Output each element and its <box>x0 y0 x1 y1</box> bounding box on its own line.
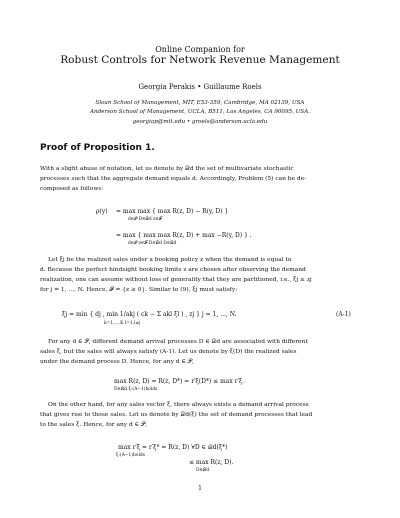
eq2-subscripts: D∈𝒟d ξ:(A−1)holds <box>114 387 158 392</box>
eq-a1: ξj = min { dj , min 1/akj ( ck − Σ akl ξl ) , zj } j = 1, ..., N. <box>62 311 237 318</box>
paragraph-1-line-3: composed as follows: <box>40 186 104 192</box>
paragraph-2-line-4: for j = 1, ..., N. Hence, 𝓕 = {z ≥ 0}. Similar to (9), ξj must satisfy: <box>40 287 238 293</box>
eq3-line2-subscripts: D∈𝒟d <box>196 468 210 473</box>
eq1-line1-subscripts: d∈𝒫 D∈𝒟d z∈𝓕 <box>128 217 162 222</box>
paragraph-4-line-3: to the sales ξ. Hence, for any d ∈ 𝒫, <box>40 422 147 428</box>
authors: Georgia Perakis • Guillaume Roels <box>138 83 262 91</box>
paper-title: Robust Controls for Network Revenue Management <box>60 54 340 66</box>
affiliation-ucla: Anderson School of Management, UCLA, B511, Los Angeles, CA 90095, USA. <box>89 109 311 115</box>
eq-a1-label: (A-1) <box>336 311 351 318</box>
eq3-line1-subscripts: ξ:(A−1)holds <box>116 453 145 458</box>
paragraph-2-line-1: Let ξj be the realized sales under a booking policy z when the demand is equal to <box>48 257 292 263</box>
author-emails: georgiap@mit.edu • groels@anderson.ucla.edu <box>132 119 268 125</box>
eq1-line2-subscripts: d∈𝒫 z∈𝓕 D∈𝒟d D∈𝒟d <box>128 241 177 246</box>
paragraph-2-line-3: realization, one can assume without loss of generality that they are partitioned, i.e., ξj ≤ zj <box>40 277 312 283</box>
eq-a1-subscripts: k=1,...,K l=1,l≠j <box>104 321 141 326</box>
paragraph-2-line-2: d. Because the perfect hindsight booking limits z are chosen after observing the demand <box>40 267 306 273</box>
eq1-line1: = max max { max R(z, D) − R(y, D) } <box>116 208 229 215</box>
paragraph-1-line-1: With a slight abuse of notation, let us denote by 𝒟d the set of multivariate stochastic <box>40 166 294 172</box>
paragraph-1-line-2: processes such that the aggregate demand equals d. Accordingly, Problem (5) can be de- <box>40 176 307 182</box>
paragraph-3-line-1: For any d ∈ 𝒫, different demand arrival processes D ∈ 𝒟d are associated with different <box>48 339 308 345</box>
eq1-line2: = max { max max R(z, D) + max −R(y, D) } . <box>116 232 252 239</box>
paragraph-3-line-3: under the demand process D. Hence, for any d ∈ 𝒫, <box>40 359 194 365</box>
eq1-lhs: ρ(y) <box>96 208 108 215</box>
section-title: Proof of Proposition 1. <box>40 143 155 153</box>
page-number: 1 <box>198 485 202 492</box>
eq2: max R(z, D) = R(z, D*) = r′ξ(D*) ≤ max r′ξ. <box>114 378 245 385</box>
paragraph-3-line-2: sales ξ, but the sales will always satisfy (A-1). Let us denote by ξ(D) the realized sales <box>40 349 297 355</box>
header-line1: Online Companion for <box>155 45 245 54</box>
paragraph-4-line-2: that gives rise to those sales. Let us denote by 𝒟d(ξ) the set of demand processes that lead <box>40 412 313 418</box>
affiliation-mit: Sloan School of Management, MIT, E53-359, Cambridge, MA 02139, USA <box>95 100 305 106</box>
paragraph-4-line-1: On the other hand, for any sales vector ξ, there always exists a demand arrival process <box>48 402 309 408</box>
eq3-line2: ≤ max R(z, D). <box>189 459 234 466</box>
eq3-line1: max r′ξ = r′ξ* = R(z, D) ∀D ∈ 𝒟d(ξ*) <box>118 444 228 451</box>
